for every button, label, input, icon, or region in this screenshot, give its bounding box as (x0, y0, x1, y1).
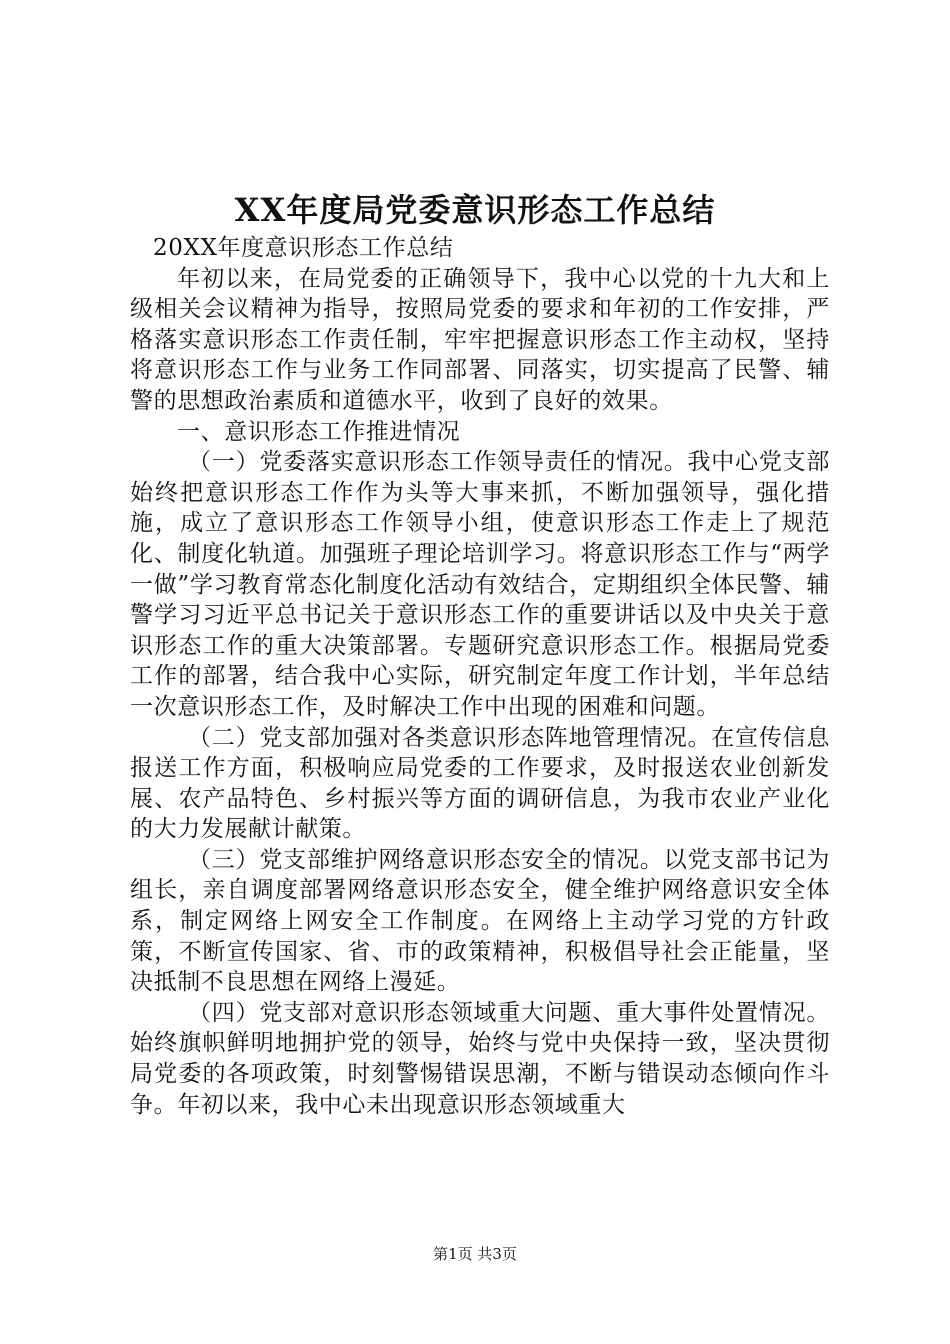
intro-paragraph: 年初以来，在局党委的正确领导下，我中心以党的十九大和上级相关会议精神为指导，按照局党委的要求和年初的工作安排，严格落实意识形态工作责任制，牢牢把握意识形态工作主动权，坚持将意识形态工作与业务工作同部署、同落实，切实提高了民警、辅警的思想政治素质和道德水平，收到了良好的效果。 (130, 265, 830, 414)
document-body (130, 233, 830, 1120)
item-paragraph-2: （二）党支部加强对各类意识形态阵地管理情况。在宣传信息报送工作方面，积极响应局党委的工作要求，及时报送农业创新发展、农产品特色、乡村振兴等方面的调研信息，为我市农业产业化的大力发展献计献策。 (130, 724, 830, 843)
item-paragraph-3: （三）党支部维护网络意识形态安全的情况。以党支部书记为组长，亲自调度部署网络意识形态安全，健全维护网络意识安全体系，制定网络上网安全工作制度。在网络上主动学习党的方针政策，不断宣传国家、省、市的政策精神，积极倡导社会正能量，坚决抵制不良思想在网络上漫延。 (130, 846, 830, 996)
item-paragraph-1: （一）党委落实意识形态工作领导责任的情况。我中心党支部始终把意识形态工作作为头等大事来抓，不断加强领导，强化措施，成立了意识形态工作领导小组，使意识形态工作走上了规范化、制度化轨道。加强班子理论培训学习。将意识形态工作与“两学一做”学习教育常态化制度化活动有效结合，定期组织全体民警、辅警学习习近平总书记关于意识形态工作的重要讲话以及中央关于意识形态工作的重大决策部署。专题研究意识形态工作。根据局党委工作的部署，结合我中心实际，研究制定年度工作计划，半年总结一次意识形态工作，及时解决工作中出现的困难和问题。 (130, 449, 830, 720)
page-number-footer: 第1页 共3页 (433, 1245, 517, 1263)
item-paragraph-4: （四）党支部对意识形态领域重大问题、重大事件处置情况。始终旗帜鲜明地拥护党的领导，始终与党中央保持一致，坚决贯彻局党委的各项政策，时刻警惕错误思潮，不断与错误动态倾向作斗争。年初以来，我中心未出现意识形态领域重大 (130, 999, 830, 1118)
document-title: XX年度局党委意识形态工作总结 (234, 191, 716, 229)
document-subtitle: 20XX年度意识形态工作总结 (153, 235, 454, 261)
section-heading: 一、意识形态工作推进情况 (177, 418, 461, 445)
